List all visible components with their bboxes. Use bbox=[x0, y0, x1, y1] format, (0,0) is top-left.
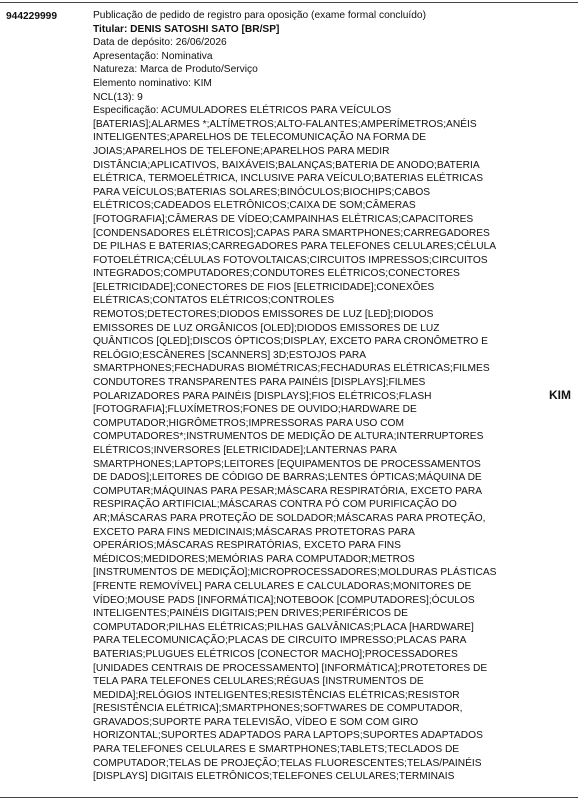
publication-title: Publicação de pedido de registro para oposição (exame formal concluído) bbox=[93, 10, 426, 21]
specification-line: DE DADOS];LEITORES DE CÓDIGO DE BARRAS;LENTES ÓPTICAS;MÁQUINA DE bbox=[93, 472, 482, 484]
ncl-class: NCL(13): 9 bbox=[93, 91, 143, 103]
specification-line: OPERÁRIOS;MÁSCARAS RESPIRATÓRIAS, EXCETO PARA FINS bbox=[93, 540, 401, 552]
bottom-divider bbox=[0, 797, 578, 798]
specification-line: RELÓGIO;ESCÂNERES [SCANNERS] 3D;ESTOJOS PARA bbox=[93, 349, 367, 361]
specification-line: COMPUTADOR;TELAS DE PROJEÇÃO;TELAS FLUORESCENTES;TELAS/PAINÉIS bbox=[93, 757, 482, 769]
mark-name: KIM bbox=[549, 388, 571, 402]
specification-line: EMISSORES DE LUZ ORGÂNICOS [OLED];DIODOS EMISSORES DE LUZ bbox=[93, 322, 440, 334]
specification bbox=[93, 104, 498, 784]
specification-line: [ELETRICIDADE];CONECTORES DE FIOS [ELETRICIDADE];CONEXÕES bbox=[93, 281, 435, 293]
specification-line: ELÉTRICA, TERMOELÉTRICA, INCLUSIVE PARA VEÍCULO;BATERIAS ELÉTRICAS bbox=[93, 173, 484, 185]
specification-line: GRAVADOS;SUPORTE PARA TELEVISÃO, VÍDEO E SOM COM GIRO bbox=[93, 716, 419, 728]
specification-line: TELA PARA TELEFONES CELULARES;RÉGUAS [INSTRUMENTOS DE bbox=[93, 676, 424, 688]
specification-line: JOIAS;APARELHOS DE TELEFONE;APARELHOS PARA MEDIR bbox=[93, 145, 390, 157]
specification-line: AR;MÁSCARAS PARA PROTEÇÃO DE SOLDADOR;MÁSCARAS PARA PROTEÇÃO, bbox=[93, 512, 486, 524]
specification-line: POLARIZADORES PARA PAINÉIS [DISPLAYS];FIOS ELÉTRICOS;FLASH bbox=[93, 390, 432, 402]
specification-line: [FOTOGRAFIA];FLUXÍMETROS;FONES DE OUVIDO;HARDWARE DE bbox=[93, 404, 417, 416]
specification-line: FOTOELÉTRICA;CÉLULAS FOTOVOLTAICAS;CIRCUITOS IMPRESSOS;CIRCUITOS bbox=[93, 254, 488, 266]
specification-line: SMARTPHONES;LAPTOPS;LEITORES [EQUIPAMENTOS DE PROCESSAMENTOS bbox=[93, 458, 481, 470]
specification-line: HORIZONTAL;SUPORTES ADAPTADOS PARA LAPTOPS;SUPORTES ADAPTADOS bbox=[93, 730, 483, 742]
specification-line: PARA TELECOMUNICAÇÃO;PLACAS DE CIRCUITO IMPRESSO;PLACAS PARA bbox=[93, 635, 467, 647]
specification-line: [BATERIAS];ALARMES *;ALTÍMETROS;ALTO-FALANTES;AMPERÍMETROS;ANÉIS bbox=[93, 118, 477, 130]
specification-line: VÍDEO;MOUSE PADS [INFORMÁTICA];NOTEBOOK [COMPUTADORES];ÓCULOS bbox=[93, 594, 475, 606]
top-divider bbox=[0, 2, 578, 3]
specification-line: INTEGRADOS;COMPUTADORES;CONDUTORES ELÉTRICOS;CONECTORES bbox=[93, 268, 460, 280]
specification-line: MEDIDA];RELÓGIOS INTELIGENTES;RESISTÊNCIAS ELÉTRICAS;RESISTOR bbox=[93, 689, 460, 701]
holder: Titular: DENIS SATOSHI SATO [BR/SP] bbox=[93, 23, 280, 35]
specification-line: COMPUTADORES*;INSTRUMENTOS DE MEDIÇÃO DE ALTURA;INTERRUPTORES bbox=[93, 431, 484, 443]
specification-line: EXCETO PARA FINS MEDICINAIS;MÁSCARAS PROTETORAS PARA bbox=[93, 526, 415, 538]
specification-line: [INSTRUMENTOS DE MEDIÇÃO];MICROPROCESSADORES;MOLDURAS PLÁSTICAS bbox=[93, 567, 497, 579]
specification-line: DISTÂNCIA;APLICATIVOS, BAIXÁVEIS;BALANÇAS;BATERIA DE ANODO;BATERIA bbox=[93, 159, 480, 171]
specification-line: [CONDENSADORES ELÉTRICOS];CAPAS PARA SMARTPHONES;CARREGADORES bbox=[93, 227, 490, 239]
specification-line: ELÉTRICOS;INVERSORES [ELETRICIDADE];LANTERNAS PARA bbox=[93, 445, 397, 456]
specification-line: PARA TELEFONES CELULARES E SMARTPHONES;TABLETS;TECLADOS DE bbox=[93, 744, 460, 756]
specification-line: [FRENTE REMOVÍVEL] PARA CELULARES E CALCULADORAS;MONITORES DE bbox=[93, 580, 472, 592]
specification-line: COMPUTADOR;HIGRÔMETROS;IMPRESSORAS PARA USO COM bbox=[93, 417, 404, 429]
specification-line: MÉDICOS;MEDIDORES;MEMÓRIAS PARA COMPUTADOR;METROS bbox=[93, 553, 415, 565]
specification-line: REMOTOS;DETECTORES;DIODOS EMISSORES DE LUZ [LED];DIODOS bbox=[93, 309, 434, 321]
specification-line: [DISPLAYS] DIGITAIS ELETRÔNICOS;TELEFONES CELULARES;TERMINAIS bbox=[93, 771, 455, 783]
specification-line: COMPUTADOR;PILHAS ELÉTRICAS;PILHAS GALVÂNICAS;PLACA [HARDWARE] bbox=[93, 621, 474, 633]
specification-line: [UNIDADES CENTRAIS DE PROCESSAMENTO] [INFORMÁTICA];PROTETORES DE bbox=[93, 662, 488, 674]
nominative-element: Elemento nominativo: KIM bbox=[93, 77, 212, 89]
specification-line: DE PILHAS E BATERIAS;CARREGADORES PARA TELEFONES CELULARES;CÉLULA bbox=[93, 241, 497, 253]
presentation: Apresentação: Nominativa bbox=[93, 50, 213, 62]
specification-line: INTELIGENTES;APARELHOS DE TELECOMUNICAÇÃO NA FORMA DE bbox=[93, 132, 427, 144]
specification-line: RESPIRAÇÃO ARTIFICIAL;MÁSCARAS CONTRA PÓ COM PURIFICAÇÃO DO bbox=[93, 499, 457, 511]
specification-line: BATERIAS;PLUGUES ELÉTRICOS [CONECTOR MACHO];PROCESSADORES bbox=[93, 648, 458, 660]
specification-line: CONDUTORES TRANSPARENTES PARA PAINÉIS [DISPLAYS];FILMES bbox=[93, 377, 426, 389]
specification-line: ELÉTRICAS;CONTATOS ELÉTRICOS;CONTROLES bbox=[93, 295, 335, 307]
specification-line: QUÂNTICOS [QLED];DISCOS ÓPTICOS;DISPLAY, EXCETO PARA CRONÔMETRO E bbox=[93, 336, 488, 348]
specification-line: SMARTPHONES;FECHADURAS BIOMÉTRICAS;FECHADURAS ELÉTRICAS;FILMES bbox=[93, 363, 490, 375]
specification-line: INTELIGENTES;PAINÉIS DIGITAIS;PEN DRIVES;PERIFÉRICOS DE bbox=[93, 608, 408, 620]
nature: Natureza: Marca de Produto/Serviço bbox=[93, 64, 258, 76]
specification-line: ELÉTRICOS;CADEADOS ELETRÔNICOS;CAIXA DE SOM;CÂMERAS bbox=[93, 200, 416, 212]
deposit-date: Data de depósito: 26/06/2026 bbox=[93, 37, 227, 49]
specification-line: Especificação: ACUMULADORES ELÉTRICOS PARA VEÍCULOS bbox=[93, 105, 392, 117]
process-number: 944229999 bbox=[6, 11, 57, 22]
specification-line: [RESISTÊNCIA ELÉTRICA];SMARTPHONES;SOFTWARES DE COMPUTADOR, bbox=[93, 703, 463, 715]
specification-line: PARA VEÍCULOS;BATERIAS SOLARES;BINÓCULOS;BIOCHIPS;CABOS bbox=[93, 186, 431, 198]
publication-record bbox=[93, 9, 498, 784]
specification-line: [FOTOGRAFIA];CÂMERAS DE VÍDEO;CAMPAINHAS ELÉTRICAS;CAPACITORES bbox=[93, 213, 474, 225]
specification-line: COMPUTAR;MÁQUINAS PARA PESAR;MÁSCARA RESPIRATÓRIA, EXCETO PARA bbox=[93, 485, 483, 497]
